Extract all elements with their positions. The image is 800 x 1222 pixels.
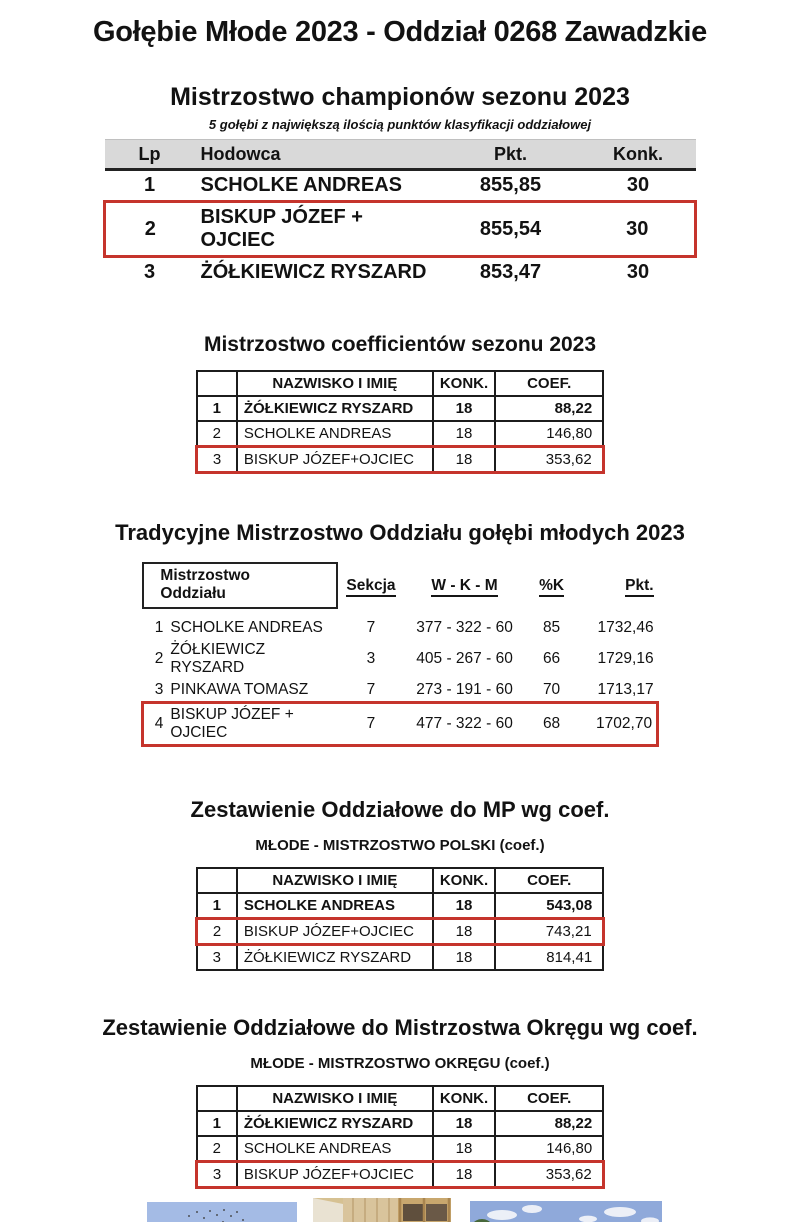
table-header-row xyxy=(142,560,657,617)
col-header-name: NAZWISKO I IMIĘ xyxy=(237,371,433,396)
cell-rank: 2 xyxy=(144,217,156,240)
cell-rank: 3 xyxy=(197,1162,237,1188)
cell-rank: 1 xyxy=(154,619,164,636)
cell-konk: 18 xyxy=(433,1162,495,1188)
cell-wkm: 405 - 267 - 60 xyxy=(416,650,513,667)
cell-name: SCHOLKE ANDREAS xyxy=(200,174,402,196)
cell-coef: 146,80 xyxy=(495,421,603,447)
cell-coef: 88,22 xyxy=(495,1111,603,1136)
coefficients-table xyxy=(195,370,604,474)
cell-konk: 18 xyxy=(433,396,495,421)
mistrzostwo-oddzialu-box: Mistrzostwo Oddziału xyxy=(142,562,338,609)
col-header-wkm: W - K - M xyxy=(400,560,530,617)
table-row xyxy=(142,679,657,703)
cell-konk: 30 xyxy=(626,174,650,196)
mp-table xyxy=(195,867,604,971)
cell-pkt: 855,85 xyxy=(479,174,542,196)
cell-coef: 146,80 xyxy=(495,1136,603,1162)
col-header-blank xyxy=(197,1086,237,1111)
loft-exterior-courtyard-photo xyxy=(147,1202,297,1222)
okreg-title: Zestawienie Oddziałowe do Mistrzostwa Okręgu wg coef. xyxy=(102,1015,698,1040)
col-header-sekcja: Sekcja xyxy=(342,560,399,617)
col-header-pkt: Pkt. xyxy=(574,560,658,617)
cell-pkt: 1702,70 xyxy=(596,715,653,732)
loft-exterior-garden-photo xyxy=(470,1201,662,1222)
table-row xyxy=(105,257,696,288)
cell-rank: 1 xyxy=(197,1111,237,1136)
table-row xyxy=(197,945,603,971)
cell-pkt: 853,47 xyxy=(479,261,542,283)
col-header-coef: COEF. xyxy=(495,1086,603,1111)
table-row xyxy=(197,421,603,447)
cell-konk: 18 xyxy=(433,945,495,971)
table-row-highlighted xyxy=(105,202,696,257)
col-header-konk: Konk. xyxy=(581,140,696,170)
document xyxy=(0,16,800,1222)
cell-wkm: 273 - 191 - 60 xyxy=(416,681,513,698)
cell-coef: 743,21 xyxy=(495,919,603,945)
table-row-highlighted xyxy=(142,703,657,746)
cell-sekcja: 7 xyxy=(366,619,376,636)
photo-strip xyxy=(147,1198,800,1222)
cell-rank: 2 xyxy=(197,421,237,447)
table-row xyxy=(142,617,657,639)
section-okreg xyxy=(0,1015,800,1189)
cell-pkt: 1732,46 xyxy=(597,619,654,636)
cell-coef: 353,62 xyxy=(495,1162,603,1188)
cell-coef: 543,08 xyxy=(495,893,603,919)
cell-rank: 2 xyxy=(154,650,164,667)
table-header-row xyxy=(197,1086,603,1111)
col-header-coef: COEF. xyxy=(495,868,603,893)
col-header-label xyxy=(142,560,342,617)
traditional-table xyxy=(141,560,659,747)
table-row-highlighted xyxy=(197,447,603,473)
table-header-row xyxy=(197,371,603,396)
col-header-konk: KONK. xyxy=(433,1086,495,1111)
loft-interior-pigeons-photo xyxy=(313,1198,451,1222)
table-row-highlighted xyxy=(197,919,603,945)
table-row xyxy=(197,1111,603,1136)
cell-rank: 2 xyxy=(197,1136,237,1162)
col-header-blank xyxy=(197,371,237,396)
col-header-konk: KONK. xyxy=(433,868,495,893)
cell-rank: 1 xyxy=(197,893,237,919)
col-header-coef: COEF. xyxy=(495,371,603,396)
page-title: Gołębie Młode 2023 - Oddział 0268 Zawadzkie xyxy=(92,16,708,48)
cell-konk: 30 xyxy=(626,217,649,240)
cell-name: BISKUP JÓZEF+OJCIEC xyxy=(237,447,433,473)
cell-pkt: 1713,17 xyxy=(597,681,654,698)
table-header-row xyxy=(197,868,603,893)
cell-rank: 3 xyxy=(143,261,156,283)
table-row xyxy=(197,396,603,421)
table-row xyxy=(197,893,603,919)
col-header-blank xyxy=(197,868,237,893)
cell-rank: 3 xyxy=(154,681,164,698)
cell-name: SCHOLKE ANDREAS xyxy=(237,1136,433,1162)
cell-coef: 814,41 xyxy=(495,945,603,971)
cell-konk: 18 xyxy=(433,919,495,945)
table-row xyxy=(197,1136,603,1162)
cell-coef: 88,22 xyxy=(495,396,603,421)
col-header-pct: %K xyxy=(530,560,574,617)
col-header-name: NAZWISKO I IMIĘ xyxy=(237,868,433,893)
cell-rank: 3 xyxy=(197,945,237,971)
cell-name: BISKUP JÓZEF + OJCIEC xyxy=(170,706,294,741)
cell-name: SCHOLKE ANDREAS xyxy=(237,893,433,919)
cell-konk: 18 xyxy=(433,893,495,919)
table-header-row xyxy=(105,140,696,170)
cell-pct: 68 xyxy=(542,715,561,732)
cell-pkt: 855,54 xyxy=(479,217,542,240)
cell-coef: 353,62 xyxy=(495,447,603,473)
cell-name: SCHOLKE ANDREAS xyxy=(237,421,433,447)
champions-title: Mistrzostwo championów sezonu 2023 xyxy=(170,83,630,111)
cell-pct: 85 xyxy=(542,619,561,636)
cell-name: SCHOLKE ANDREAS xyxy=(170,619,323,636)
cell-name: ŻÓŁKIEWICZ RYSZARD xyxy=(200,261,427,283)
cell-konk: 18 xyxy=(433,421,495,447)
okreg-subtitle: MŁODE - MISTRZOSTWO OKRĘGU (coef.) xyxy=(250,1055,550,1072)
traditional-title: Tradycyjne Mistrzostwo Oddziału gołębi młodych 2023 xyxy=(115,520,685,545)
cell-rank: 2 xyxy=(197,919,237,945)
cell-sekcja: 3 xyxy=(366,650,376,667)
okreg-table xyxy=(195,1085,604,1189)
col-header-pkt: Pkt. xyxy=(441,140,581,170)
cell-konk: 18 xyxy=(433,447,495,473)
cell-rank: 1 xyxy=(143,174,156,196)
cell-name: BISKUP JÓZEF + OJCIEC xyxy=(200,206,363,251)
section-coefficients xyxy=(0,333,800,474)
cell-name: BISKUP JÓZEF+OJCIEC xyxy=(237,1162,433,1188)
cell-rank: 3 xyxy=(197,447,237,473)
cell-rank: 1 xyxy=(197,396,237,421)
col-header-name: NAZWISKO I IMIĘ xyxy=(237,1086,433,1111)
champions-table xyxy=(103,139,697,287)
cell-pkt: 1729,16 xyxy=(597,650,654,667)
cell-name: PINKAWA TOMASZ xyxy=(170,681,309,698)
mp-subtitle: MŁODE - MISTRZOSTWO POLSKI (coef.) xyxy=(255,837,545,854)
cell-konk: 18 xyxy=(433,1111,495,1136)
mp-title: Zestawienie Oddziałowe do MP wg coef. xyxy=(190,797,610,822)
cell-konk: 18 xyxy=(433,1136,495,1162)
col-header-lp: Lp xyxy=(105,140,195,170)
cell-name: BISKUP JÓZEF+OJCIEC xyxy=(237,919,433,945)
table-row xyxy=(142,639,657,679)
cell-name: ŻÓŁKIEWICZ RYSZARD xyxy=(170,641,266,676)
table-row xyxy=(105,170,696,202)
cell-sekcja: 7 xyxy=(366,681,376,698)
col-header-hodowca: Hodowca xyxy=(195,140,441,170)
cell-name: ŻÓŁKIEWICZ RYSZARD xyxy=(237,1111,433,1136)
section-traditional xyxy=(0,520,800,747)
cell-name: ŻÓŁKIEWICZ RYSZARD xyxy=(237,945,433,971)
cell-sekcja: 7 xyxy=(366,715,376,732)
champions-subtitle: 5 gołębi z największą ilością punktów klasyfikacji oddziałowej xyxy=(208,117,592,132)
section-champions xyxy=(103,83,697,287)
cell-name: ŻÓŁKIEWICZ RYSZARD xyxy=(237,396,433,421)
cell-wkm: 377 - 322 - 60 xyxy=(416,619,513,636)
cell-pct: 66 xyxy=(542,650,561,667)
section-mp xyxy=(0,797,800,971)
cell-wkm: 477 - 322 - 60 xyxy=(416,715,513,732)
cell-konk: 30 xyxy=(626,261,650,283)
col-header-konk: KONK. xyxy=(433,371,495,396)
coefficients-title: Mistrzostwo coefficientów sezonu 2023 xyxy=(203,333,597,356)
cell-rank: 4 xyxy=(154,715,164,732)
table-row-highlighted xyxy=(197,1162,603,1188)
cell-pct: 70 xyxy=(542,681,561,698)
